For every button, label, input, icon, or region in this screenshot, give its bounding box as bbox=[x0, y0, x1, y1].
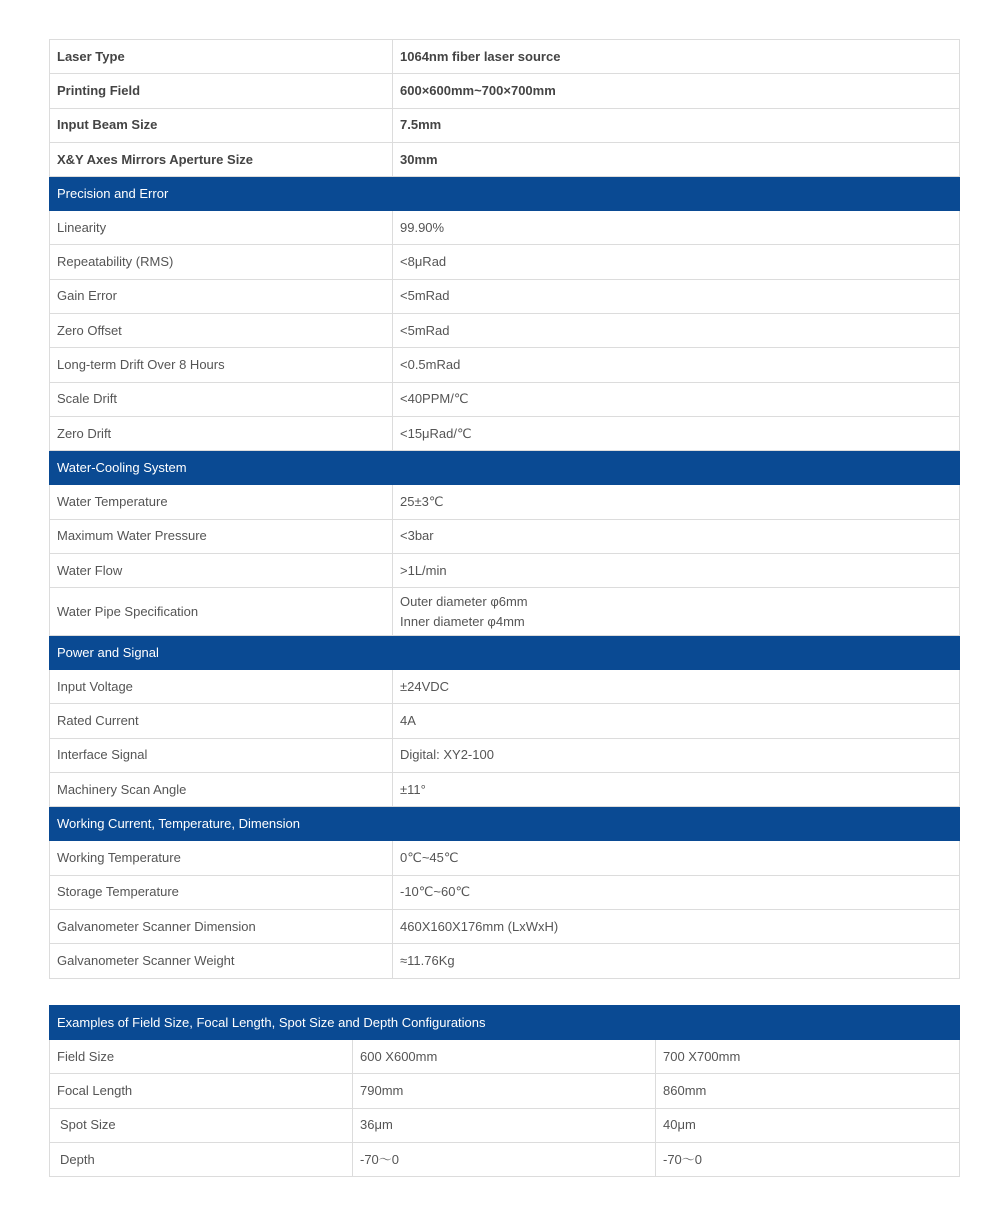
section-header-working bbox=[50, 807, 960, 841]
spec-table bbox=[49, 39, 960, 979]
row-value: <0.5mRad bbox=[393, 348, 960, 382]
spec-row bbox=[50, 670, 960, 704]
row-label: Zero Offset bbox=[50, 314, 393, 348]
row-label: Galvanometer Scanner Dimension bbox=[50, 909, 393, 943]
row-label: Water Pipe Specification bbox=[50, 588, 393, 636]
spec-row bbox=[50, 841, 960, 875]
row-value: ≈11.76Kg bbox=[393, 944, 960, 978]
config-row-field-size bbox=[50, 1040, 960, 1074]
row-label: X&Y Axes Mirrors Aperture Size bbox=[50, 142, 393, 176]
row-value: -10℃~60℃ bbox=[393, 875, 960, 909]
row-label: Gain Error bbox=[50, 279, 393, 313]
spec-row bbox=[50, 211, 960, 245]
section-header-config bbox=[50, 1006, 960, 1040]
row-value: Digital: XY2-100 bbox=[393, 738, 960, 772]
row-label: Depth bbox=[50, 1142, 353, 1176]
row-label: Interface Signal bbox=[50, 738, 393, 772]
row-value: 30mm bbox=[393, 142, 960, 176]
spec-row bbox=[50, 738, 960, 772]
section-title: Precision and Error bbox=[50, 177, 960, 211]
row-label: Field Size bbox=[50, 1040, 353, 1074]
row-value: 25±3℃ bbox=[393, 485, 960, 519]
section-title: Water-Cooling System bbox=[50, 451, 960, 485]
spec-row bbox=[50, 348, 960, 382]
section-title: Power and Signal bbox=[50, 636, 960, 670]
row-value: <15μRad/℃ bbox=[393, 416, 960, 450]
row-value: 600×600mm~700×700mm bbox=[393, 74, 960, 108]
spec-row-printing-field bbox=[50, 74, 960, 108]
row-value: <3bar bbox=[393, 519, 960, 553]
spec-row bbox=[50, 485, 960, 519]
row-value: ±11° bbox=[393, 773, 960, 807]
spec-row-water-pipe bbox=[50, 588, 960, 636]
row-label: Water Flow bbox=[50, 553, 393, 587]
row-value-a: -70～0 bbox=[353, 1142, 656, 1176]
config-row-focal-length bbox=[50, 1074, 960, 1108]
spec-row bbox=[50, 704, 960, 738]
row-label: Laser Type bbox=[50, 40, 393, 74]
row-value: <40PPM/℃ bbox=[393, 382, 960, 416]
row-label: Linearity bbox=[50, 211, 393, 245]
spec-row bbox=[50, 773, 960, 807]
row-label: Maximum Water Pressure bbox=[50, 519, 393, 553]
spec-row bbox=[50, 279, 960, 313]
row-value-b: 700 X700mm bbox=[656, 1040, 960, 1074]
config-row-depth bbox=[50, 1142, 960, 1176]
config-table bbox=[49, 1005, 960, 1177]
config-row-spot-size bbox=[50, 1108, 960, 1142]
row-label: Zero Drift bbox=[50, 416, 393, 450]
row-value: 1064nm fiber laser source bbox=[393, 40, 960, 74]
row-label: Printing Field bbox=[50, 74, 393, 108]
row-label: Galvanometer Scanner Weight bbox=[50, 944, 393, 978]
row-label: Rated Current bbox=[50, 704, 393, 738]
row-value: ±24VDC bbox=[393, 670, 960, 704]
row-value-a: 790mm bbox=[353, 1074, 656, 1108]
section-title: Working Current, Temperature, Dimension bbox=[50, 807, 960, 841]
row-value: 99.90% bbox=[393, 211, 960, 245]
row-label: Working Temperature bbox=[50, 841, 393, 875]
row-value-b: 40μm bbox=[656, 1108, 960, 1142]
section-header-power bbox=[50, 636, 960, 670]
row-value: <5mRad bbox=[393, 279, 960, 313]
spec-row bbox=[50, 245, 960, 279]
row-label: Long-term Drift Over 8 Hours bbox=[50, 348, 393, 382]
row-value-a: 600 X600mm bbox=[353, 1040, 656, 1074]
spec-row-aperture-size bbox=[50, 142, 960, 176]
spec-row bbox=[50, 519, 960, 553]
row-value-b: -70～0 bbox=[656, 1142, 960, 1176]
spec-row bbox=[50, 553, 960, 587]
row-value: 460X160X176mm (LxWxH) bbox=[393, 909, 960, 943]
row-label: Repeatability (RMS) bbox=[50, 245, 393, 279]
spec-row bbox=[50, 314, 960, 348]
pipe-inner-diameter: Inner diameter φ4mm bbox=[400, 613, 525, 629]
section-title: Examples of Field Size, Focal Length, Spot Size and Depth Configurations bbox=[50, 1006, 960, 1040]
row-label: Focal Length bbox=[50, 1074, 353, 1108]
row-value: 7.5mm bbox=[393, 108, 960, 142]
row-value-a: 36μm bbox=[353, 1108, 656, 1142]
section-header-cooling bbox=[50, 451, 960, 485]
spec-row bbox=[50, 944, 960, 978]
spec-row-input-beam-size bbox=[50, 108, 960, 142]
spec-row bbox=[50, 416, 960, 450]
spec-row bbox=[50, 909, 960, 943]
row-value: <8μRad bbox=[393, 245, 960, 279]
row-label: Spot Size bbox=[50, 1108, 353, 1142]
row-label: Storage Temperature bbox=[50, 875, 393, 909]
row-value-b: 860mm bbox=[656, 1074, 960, 1108]
row-value: 0℃~45℃ bbox=[393, 841, 960, 875]
pipe-outer-diameter: Outer diameter φ6mm bbox=[400, 593, 528, 609]
row-value: 4A bbox=[393, 704, 960, 738]
row-label: Machinery Scan Angle bbox=[50, 773, 393, 807]
row-value: >1L/min bbox=[393, 553, 960, 587]
row-value: <5mRad bbox=[393, 314, 960, 348]
row-label: Water Temperature bbox=[50, 485, 393, 519]
spec-row-laser-type bbox=[50, 40, 960, 74]
row-label: Scale Drift bbox=[50, 382, 393, 416]
row-label: Input Voltage bbox=[50, 670, 393, 704]
section-header-precision bbox=[50, 177, 960, 211]
spec-row bbox=[50, 382, 960, 416]
row-value bbox=[393, 588, 960, 636]
spec-row bbox=[50, 875, 960, 909]
row-label: Input Beam Size bbox=[50, 108, 393, 142]
